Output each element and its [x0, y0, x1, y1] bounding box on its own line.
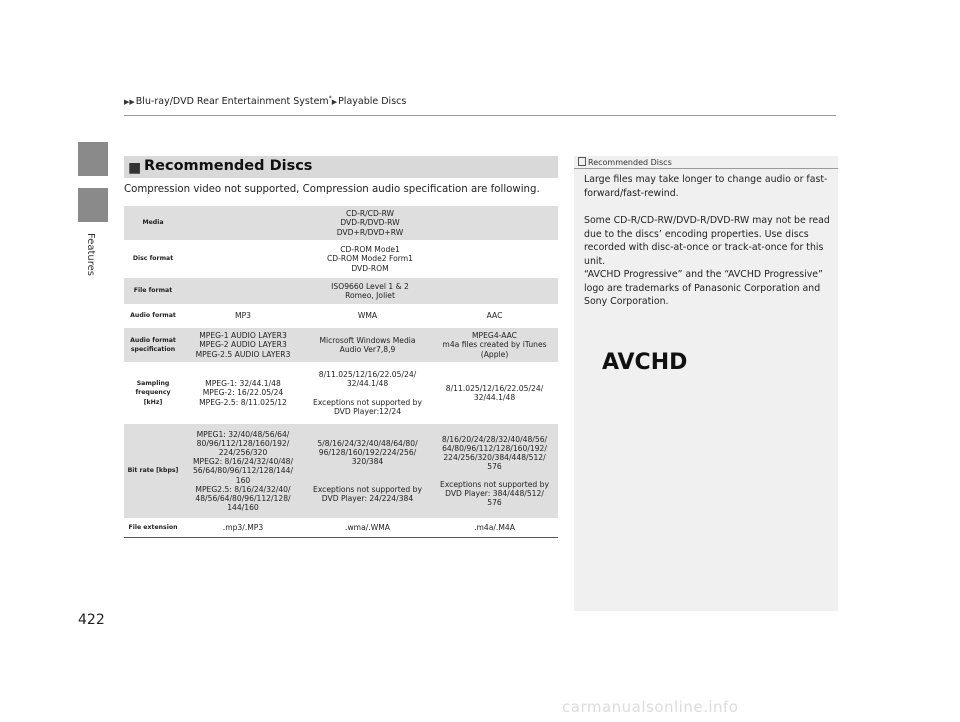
square-bullet-icon: ■: [128, 160, 142, 176]
row-label-media: Media: [124, 206, 182, 241]
table-row-extension: [124, 519, 558, 538]
cell-audio-wma: WMA: [304, 305, 431, 328]
page-number: 422: [78, 612, 105, 628]
table-row-audio-format: [124, 305, 558, 328]
table-row-file-format: [124, 278, 558, 305]
breadcrumb: [124, 95, 406, 107]
section-heading: [124, 156, 558, 178]
cell-media: CD-R/CD-RW DVD-R/DVD-RW DVD+R/DVD+RW: [182, 206, 558, 241]
row-label-bitrate: Bit rate [kbps]: [124, 424, 182, 519]
table-row-bitrate: [124, 424, 558, 519]
note-bookmark-icon: [578, 157, 586, 166]
watermark: carmanualsonline.info: [562, 698, 739, 716]
breadcrumb-asterisk: *: [328, 95, 332, 102]
cell-ext-aac: .m4a/.M4A: [431, 519, 558, 538]
note-paragraph: “AVCHD Progressive” and the “AVCHD Progressive” logo are trademarks of Panasonic Corporation and Sony Corporation.: [584, 269, 823, 308]
avchd-logo: [602, 349, 704, 371]
note-paragraph: Large files may take longer to change audio or fast-forward/fast-rewind.: [584, 174, 828, 199]
cell-spec-mp3: MPEG-1 AUDIO LAYER3 MPEG-2 AUDIO LAYER3 MPEG-2.5 AUDIO LAYER3: [182, 328, 304, 363]
section-intro: Compression video not supported, Compression audio specification are following.: [124, 184, 540, 195]
row-label-audio-spec: Audio format specification: [124, 328, 182, 363]
breadcrumb-arrow-icon: ▶: [331, 98, 338, 107]
sampling-wma-values: 8/11.025/12/16/22.05/24/ 32/44.1/48: [318, 369, 417, 388]
cell-sampling-wma: [304, 363, 431, 424]
section-title: Recommended Discs: [144, 158, 313, 174]
row-label-sampling: Sampling frequency [kHz]: [124, 363, 182, 424]
cell-spec-aac: MPEG4-AAC m4a files created by iTunes (Apple): [431, 328, 558, 363]
sampling-wma-exception: Exceptions not supported by DVD Player:12/24: [313, 398, 422, 417]
bitrate-wma-exception: Exceptions not supported by DVD Player: 24/224/384: [313, 484, 422, 503]
header-divider: [124, 115, 836, 116]
breadcrumb-item-playable-discs[interactable]: Playable Discs: [338, 96, 407, 108]
cell-file-format: ISO9660 Level 1 & 2 Romeo, Joliet: [182, 278, 558, 305]
side-tab-block: [78, 142, 108, 176]
table-row-sampling: [124, 363, 558, 424]
note-paragraph: Some CD-R/CD-RW/DVD-R/DVD-RW may not be read due to the discs’ encoding properties. Use discs recorded with disc-at-once or track-at-once for this unit.: [584, 215, 830, 267]
cell-ext-mp3: .mp3/.MP3: [182, 519, 304, 538]
bitrate-aac-exception: Exceptions not supported by DVD Player: 384/448/512/ 576: [440, 479, 549, 507]
cell-sampling-aac: 8/11.025/12/16/22.05/24/ 32/44.1/48: [431, 363, 558, 424]
cell-spec-wma: Microsoft Windows Media Audio Ver7,8,9: [304, 328, 431, 363]
row-label-file-format: File format: [124, 278, 182, 305]
cell-disc-format: CD-ROM Mode1 CD-ROM Mode2 Form1 DVD-ROM: [182, 241, 558, 278]
recommended-discs-table: [124, 206, 558, 538]
note-heading: [578, 157, 672, 167]
bitrate-aac-values: 8/16/20/24/28/32/40/48/56/ 64/80/96/112/128/160/192/ 224/256/320/384/448/512/ 576: [441, 434, 548, 472]
breadcrumb-arrow-icon: ▶▶: [124, 98, 135, 107]
bitrate-wma-values: 5/8/16/24/32/40/48/64/80/ 96/128/160/192/224/256/ 320/384: [317, 438, 418, 467]
row-label-extension: File extension: [124, 519, 182, 538]
row-label-audio-format: Audio format: [124, 305, 182, 328]
note-divider: [574, 168, 838, 169]
table-row-media: [124, 206, 558, 241]
cell-bitrate-aac: [431, 424, 558, 519]
note-heading-text: Recommended Discs: [588, 158, 672, 167]
side-section-label: [84, 233, 98, 293]
cell-ext-wma: .wma/.WMA: [304, 519, 431, 538]
table-row-audio-spec: [124, 328, 558, 363]
cell-audio-mp3: MP3: [182, 305, 304, 328]
cell-bitrate-mp3: MPEG1: 32/40/48/56/64/ 80/96/112/128/160/192/ 224/256/320 MPEG2: 8/16/24/32/40/48/ 56/64/80/96/112/128/144/ 160 MPEG2.5: 8/16/24/32/40/ 48/56/64/80/96/112/128/ 144/160: [182, 424, 304, 519]
cell-sampling-mp3: MPEG-1: 32/44.1/48 MPEG-2: 16/22.05/24 MPEG-2.5: 8/11.025/12: [182, 363, 304, 424]
avchd-logo-text: AVCHD: [602, 350, 688, 371]
cell-bitrate-wma: [304, 424, 431, 519]
side-tab-block: [78, 188, 108, 222]
side-label-text: Features: [85, 233, 96, 276]
row-label-disc-format: Disc format: [124, 241, 182, 278]
breadcrumb-item-rear-entertainment[interactable]: Blu-ray/DVD Rear Entertainment System: [135, 96, 329, 108]
cell-audio-aac: AAC: [431, 305, 558, 328]
table-row-disc-format: [124, 241, 558, 278]
